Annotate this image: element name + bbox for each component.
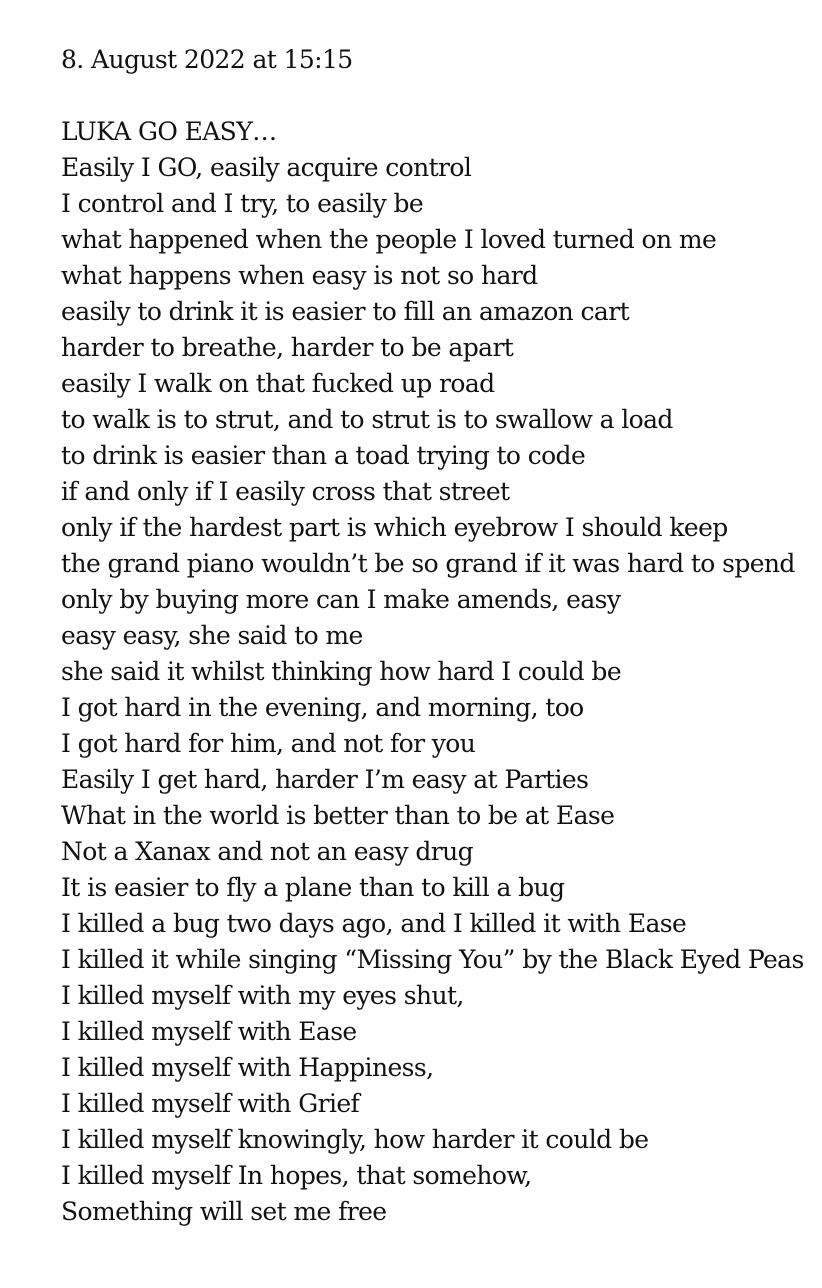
poem-line: easy easy, she said to me xyxy=(61,621,363,650)
poem-line: to drink is easier than a toad trying to code xyxy=(61,441,586,470)
poem-line: harder to breathe, harder to be apart xyxy=(61,333,514,362)
poem-line: Easily I GO, easily acquire control xyxy=(61,153,472,182)
poem-line: to walk is to strut, and to strut is to swallow a load xyxy=(61,405,673,434)
poem-line: if and only if I easily cross that street xyxy=(61,477,510,506)
poem-line: I killed it while singing “Missing You” by the Black Eyed Peas xyxy=(61,945,804,974)
poem-line: It is easier to fly a plane than to kill a bug xyxy=(61,873,565,902)
note-date: 8. August 2022 at 15:15 xyxy=(61,45,353,74)
poem-line: I killed myself with Grief xyxy=(61,1089,360,1118)
poem-body xyxy=(61,114,816,1230)
poem-line: I killed myself with my eyes shut, xyxy=(61,981,464,1010)
poem-line: Easily I get hard, harder I’m easy at Parties xyxy=(61,765,589,794)
poem-line: Something will set me free xyxy=(61,1197,387,1226)
poem-line: the grand piano wouldn’t be so grand if it was hard to spend xyxy=(61,549,795,578)
poem-line: only by buying more can I make amends, easy xyxy=(61,585,621,614)
poem-line: I got hard in the evening, and morning, too xyxy=(61,693,584,722)
poem-line: I killed myself with Happiness, xyxy=(61,1053,434,1082)
poem-line: Not a Xanax and not an easy drug xyxy=(61,837,474,866)
poem-line: I control and I try, to easily be xyxy=(61,189,424,218)
poem-line: I killed a bug two days ago, and I killed it with Ease xyxy=(61,909,687,938)
poem-line: she said it whilst thinking how hard I could be xyxy=(61,657,622,686)
poem-line: what happens when easy is not so hard xyxy=(61,261,538,290)
poem-line: LUKA GO EASY… xyxy=(61,117,277,146)
poem-line: I killed myself In hopes, that somehow, xyxy=(61,1161,532,1190)
note-page xyxy=(61,42,816,1230)
poem-line: What in the world is better than to be at Ease xyxy=(61,801,615,830)
poem-line: only if the hardest part is which eyebrow I should keep xyxy=(61,513,728,542)
poem-line: I got hard for him, and not for you xyxy=(61,729,476,758)
poem-line: I killed myself knowingly, how harder it could be xyxy=(61,1125,649,1154)
poem-line: easily I walk on that fucked up road xyxy=(61,369,495,398)
poem-line: I killed myself with Ease xyxy=(61,1017,357,1046)
poem-line: what happened when the people I loved turned on me xyxy=(61,225,717,254)
poem-line: easily to drink it is easier to fill an amazon cart xyxy=(61,297,630,326)
